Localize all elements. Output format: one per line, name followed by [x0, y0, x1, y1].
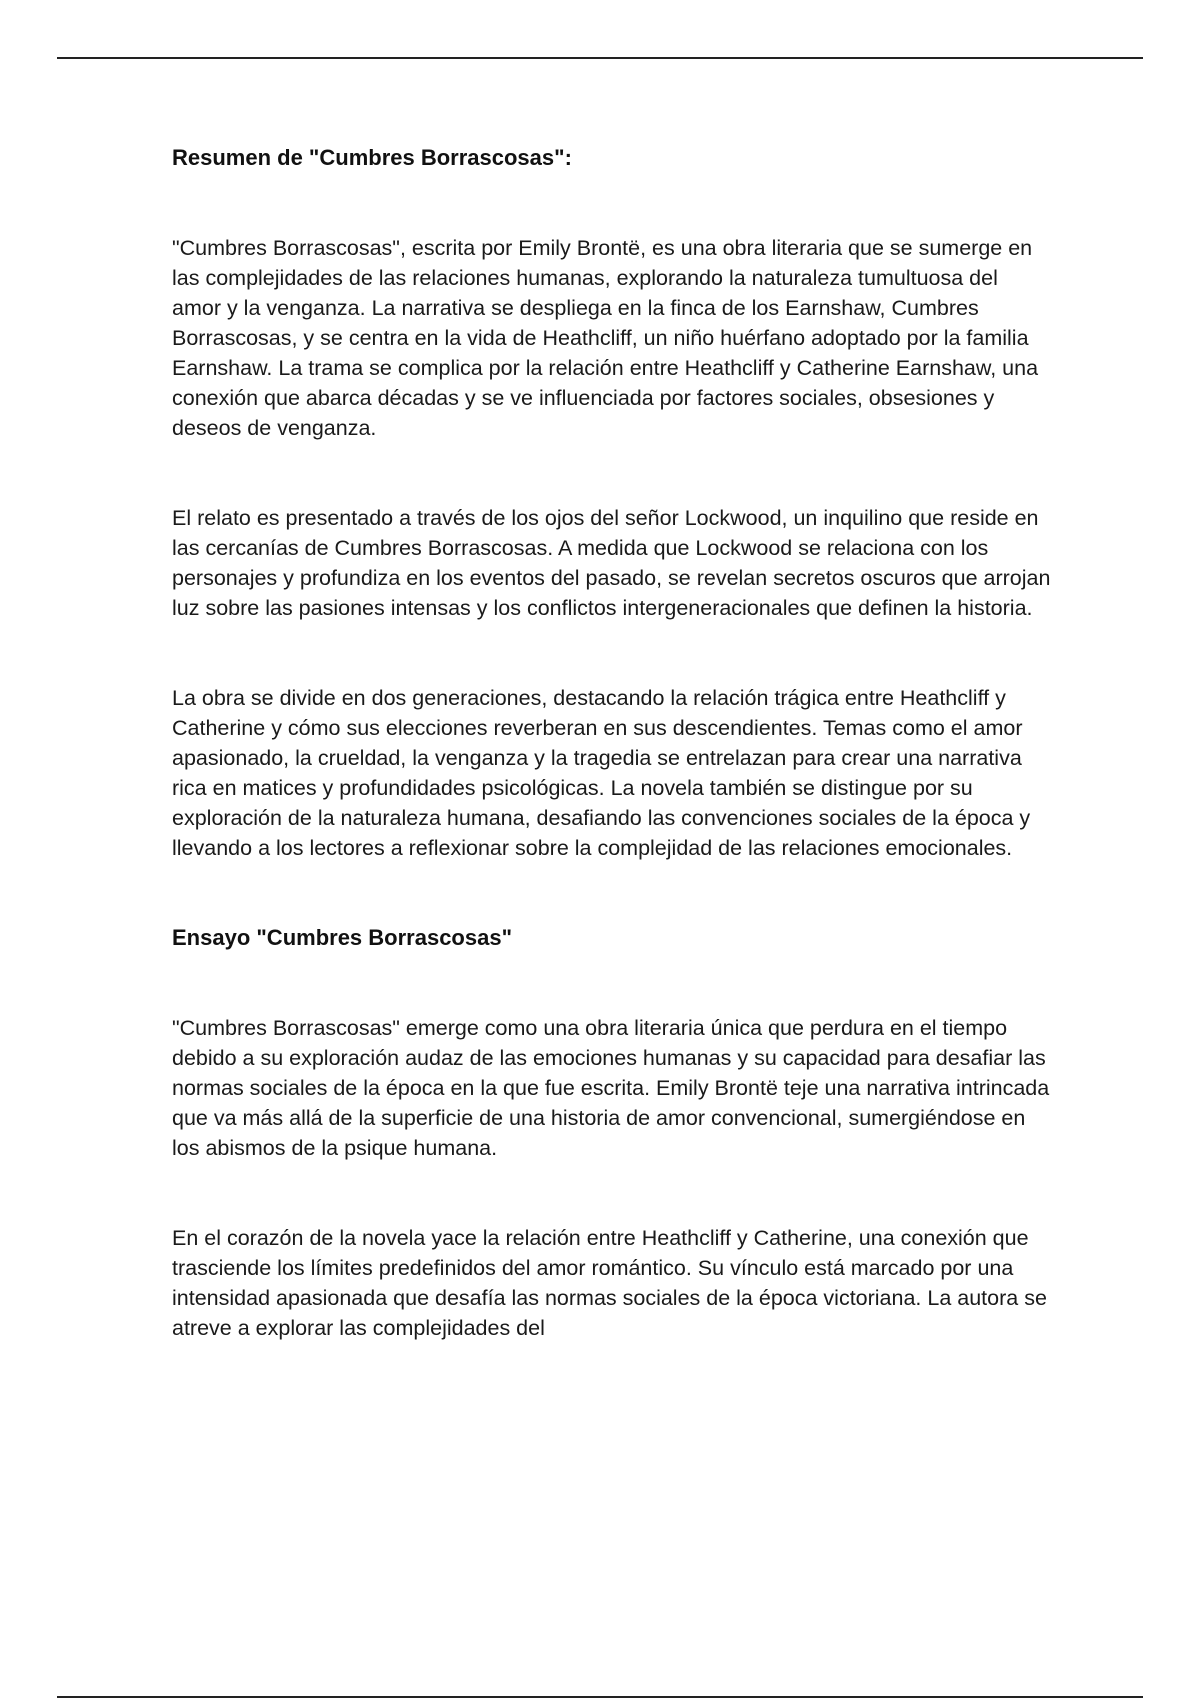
bottom-rule — [57, 1696, 1143, 1698]
summary-paragraph-2: El relato es presentado a través de los ojos del señor Lockwood, un inquilino que reside en las cercanías de Cumbres Borrascosas. A medida que Lockwood se relaciona con los personajes y profundiza en los eventos del pasado, se revelan secretos oscuros que arrojan luz sobre las pasiones intensas y los conflictos intergeneracionales que definen la historia. — [172, 506, 1051, 620]
essay-paragraph-2: En el corazón de la novela yace la relación entre Heathcliff y Catherine, una conexión que trasciende los límites predefinidos del amor romántico. Su vínculo está marcado por una intensidad apasionada que desafía las normas sociales de la época victoriana. La autora se atreve a explorar las complejidades del — [172, 1226, 1047, 1340]
summary-heading: Resumen de "Cumbres Borrascosas": — [172, 145, 572, 170]
essay-heading: Ensayo "Cumbres Borrascosas" — [172, 925, 513, 950]
summary-paragraph-3: La obra se divide en dos generaciones, destacando la relación trágica entre Heathcliff y Catherine y cómo sus elecciones reverberan en sus descendientes. Temas como el amor apasionado, la crueldad, la venganza y la tragedia se entrelazan para crear una narrativa rica en matices y profundidades psicológicas. La novela también se distingue por su exploración de la naturaleza humana, desafiando las convenciones sociales de la época y llevando a los lectores a reflexionar sobre la complejidad de las relaciones emocionales. — [172, 686, 1031, 860]
summary-paragraph-1: "Cumbres Borrascosas", escrita por Emily Brontë, es una obra literaria que se sumerge en las complejidades de las relaciones humanas, explorando la naturaleza tumultuosa del amor y la venganza. La narrativa se despliega en la finca de los Earnshaw, Cumbres Borrascosas, y se centra en la vida de Heathcliff, un niño huérfano adoptado por la familia Earnshaw. La trama se complica por la relación entre Heathcliff y Catherine Earnshaw, una conexión que abarca décadas y se ve influenciada por factores sociales, obsesiones y deseos de venganza. — [172, 236, 1039, 440]
top-rule — [57, 57, 1143, 59]
essay-paragraph-1: "Cumbres Borrascosas" emerge como una obra literaria única que perdura en el tiempo debido a su exploración audaz de las emociones humanas y su capacidad para desafiar las normas sociales de la época en la que fue escrita. Emily Brontë teje una narrativa intrincada que va más allá de la superficie de una historia de amor convencional, sumergiéndose en los abismos de la psique humana. — [172, 1016, 1050, 1160]
document-body — [172, 143, 1052, 1343]
